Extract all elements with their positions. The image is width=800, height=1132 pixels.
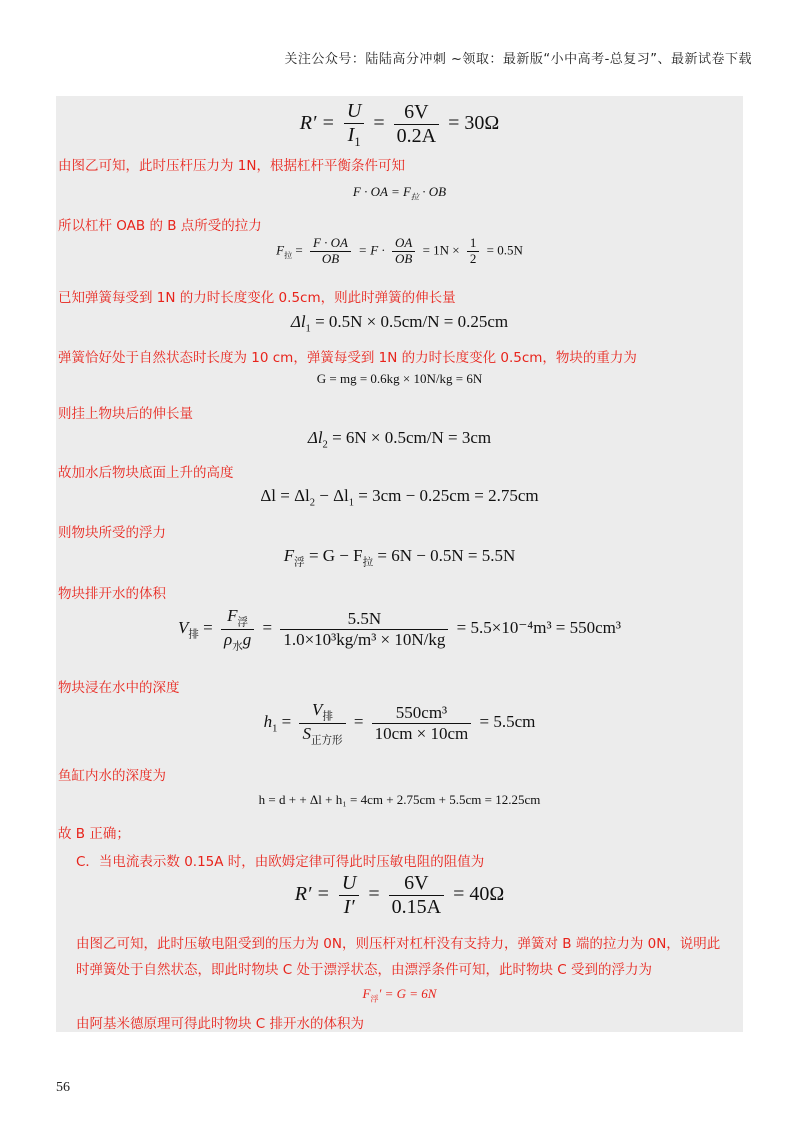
page-number: 56 bbox=[56, 1080, 70, 1095]
formula-delta-l: $\Delta l = \Delta l_2 - \Delta l_1 = 3cm - 0.25cm = 2.75cm$ bbox=[260, 486, 539, 509]
formula-extension-2: $\Delta l_2 = 6N \times 0.5cm/N = 3cm$ bbox=[307, 428, 492, 451]
paragraph-option-c: C．当电流表示数 0.15A 时，由欧姆定律可得此时压敏电阻的阻值为 bbox=[76, 854, 485, 870]
formula-lever-balance: F · OA = $F_拉$ · OB bbox=[352, 184, 447, 202]
formula-displaced-volume: $V_排$ = $\frac{F_浮}{\rho_水g}$ = $\frac{5.5N}{\text{1.0×10³kg/m³ × 10N/kg}}$ = 5.5×10⁻⁴m³ = 550cm³ bbox=[178, 606, 621, 652]
formula-immersion-depth: $h_1$ = $\frac{V_排}{S_{正方形}}$ = $\frac{\text{550cm³}}{10cm \times 10cm}$ = 5.5cm bbox=[263, 700, 536, 746]
formula-floating-buoyancy: $F_浮' = G = 6N$ bbox=[362, 986, 437, 1004]
solution-panel bbox=[56, 96, 743, 1032]
paragraph-archimedes: 由阿基米德原理可得此时物块 C 排开水的体积为 bbox=[76, 1016, 365, 1032]
paragraph-displaced-volume: 物块排开水的体积 bbox=[58, 586, 166, 602]
formula-extension-1: $\Delta l_1 = 0.5N \times 0.5cm/N = 0.25cm$ bbox=[290, 312, 509, 335]
paragraph-block-weight: 弹簧恰好处于自然状态时长度为 10 cm，弹簧每受到 1N 的力时长度变化 0.5cm，物块的重力为 bbox=[58, 350, 637, 366]
formula-buoyancy: $F_浮 = G - F_拉 = 6N - 0.5N = 5.5N$ bbox=[283, 546, 516, 569]
formula-gravity: G = mg = 0.6kg × 10N/kg = 6N bbox=[316, 371, 483, 386]
paragraph-floating-state: 时弹簧处于自然状态，即此时物块 C 处于漂浮状态，由漂浮条件可知，此时物块 C 受到的浮力为 bbox=[76, 962, 653, 978]
paragraph-spring-extension: 已知弹簧每受到 1N 的力时长度变化 0.5cm，则此时弹簧的伸长量 bbox=[58, 290, 456, 306]
paragraph-immersion-depth: 物块浸在水中的深度 bbox=[58, 680, 180, 696]
formula-pull-force: $F_拉$ = $\frac{F \cdot OA}{OB}$ = F · $\frac{OA}{OB}$ = 1N × $\frac{1}{2}$ = 0.5N bbox=[276, 235, 523, 266]
paragraph-rise-height: 故加水后物块底面上升的高度 bbox=[58, 465, 234, 481]
paragraph-tank-depth: 鱼缸内水的深度为 bbox=[58, 768, 166, 784]
formula-tank-depth: h = d + + Δl + h₁ = 4cm + 2.75cm + 5.5cm = 12.25cm bbox=[258, 792, 541, 807]
paragraph-extension-after: 则挂上物块后的伸长量 bbox=[58, 406, 193, 422]
formula-resistance-30: R′ = $\frac{U}{I_1}$ = $\frac{6V}{0.2A}$ = 30Ω bbox=[299, 100, 500, 149]
paragraph-lever-pressure: 由图乙可知，此时压杆压力为 1N，根据杠杆平衡条件可知 bbox=[58, 158, 405, 174]
paragraph-b-correct: 故 B 正确； bbox=[58, 826, 130, 842]
paragraph-b-point-force: 所以杠杆 OAB 的 B 点所受的拉力 bbox=[58, 218, 262, 234]
page-header: 关注公众号：陆陆高分冲刺 ~领取：最新版“小中高考-总复习”、最新试卷下载 bbox=[284, 52, 752, 67]
paragraph-zero-pressure: 由图乙可知，此时压敏电阻受到的压力为 0N，则压杆对杠杆没有支持力，弹簧对 B 端的拉力为 0N，说明此 bbox=[76, 936, 721, 952]
formula-resistance-40: R′ = $\frac{U}{I'}$ = $\frac{6V}{0.15A}$ = 40Ω bbox=[294, 872, 505, 918]
paragraph-buoyancy: 则物块所受的浮力 bbox=[58, 525, 166, 541]
